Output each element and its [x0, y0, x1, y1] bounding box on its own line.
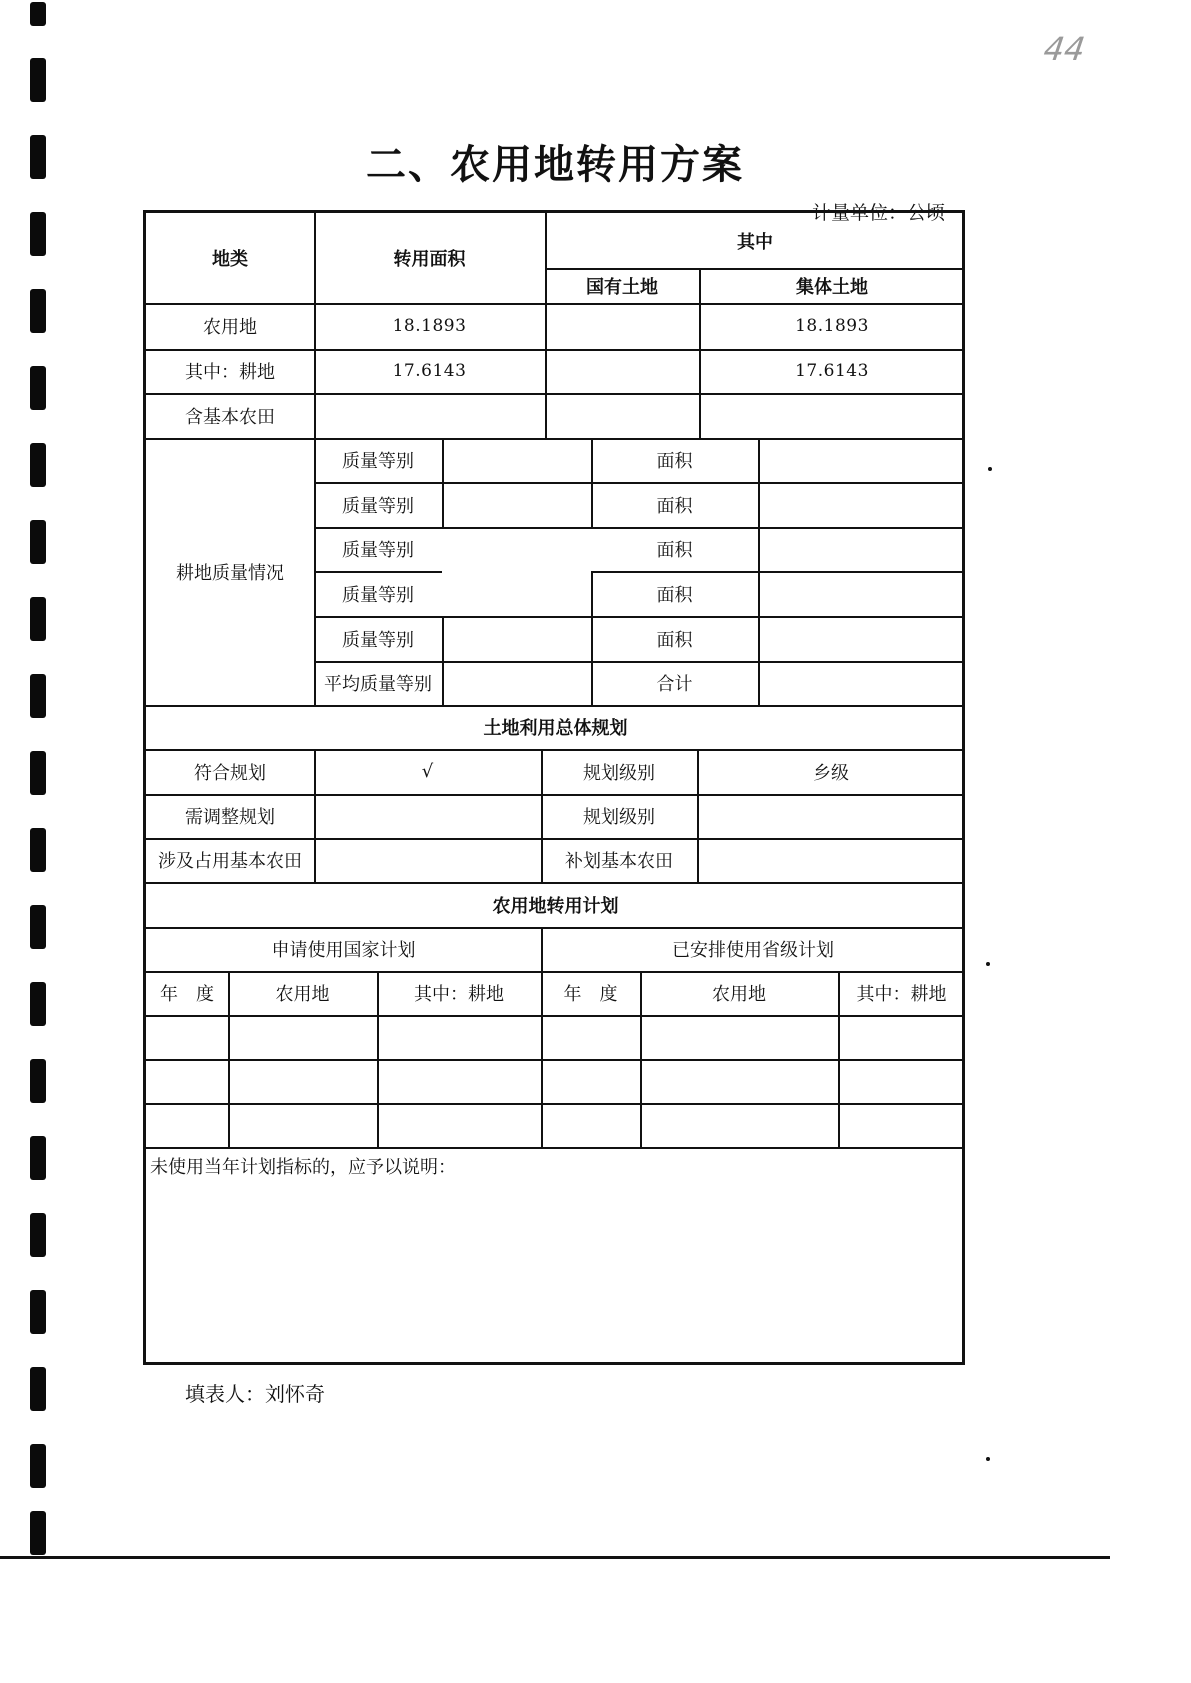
quality-area-label: 面积	[656, 540, 693, 561]
quality-grade-label: 质量等别	[342, 540, 414, 561]
planning-row-label: 符合规划	[194, 762, 266, 784]
quality-area-label: 面积	[656, 584, 693, 606]
row-label-basic-farmland: 含基本农田	[185, 406, 275, 428]
unit-label: 计量单位：公顷	[812, 202, 946, 224]
column-header-farmland: 农用地	[712, 984, 766, 1005]
quality-grade-label: 质量等别	[342, 584, 414, 606]
planning-level-label: 规划级别	[583, 807, 655, 828]
planning-row-value	[314, 838, 541, 882]
cultivated-collective-value: 17.6143	[795, 361, 869, 381]
planning-row-label: 涉及占用基本农田	[158, 851, 302, 872]
filler-signature: 填表人：刘怀奇	[185, 1382, 325, 1406]
explanation-note: 未使用当年计划指标的，应予以说明：	[150, 1157, 456, 1178]
column-header-cultivated: 其中：耕地	[414, 984, 504, 1005]
conversion-form-table	[143, 210, 965, 1365]
farmland-converted-value: 18.1893	[392, 316, 467, 336]
header-of-which: 其中	[737, 231, 773, 253]
column-header-cultivated: 其中：耕地	[856, 984, 947, 1005]
farmland-state-value	[545, 303, 699, 349]
page-edge-rule	[0, 1556, 1110, 1559]
cultivated-state-value	[545, 349, 699, 393]
planning-level-value	[697, 794, 965, 838]
quality-area-label: 面积	[656, 629, 693, 651]
header-collective: 集体土地	[796, 276, 868, 298]
column-header-year: 年 度	[563, 984, 618, 1005]
column-header-farmland: 农用地	[275, 984, 330, 1005]
planning-check-mark: √	[421, 761, 434, 782]
column-header-year: 年 度	[160, 984, 214, 1005]
provincial-plan-header: 已安排使用省级计划	[672, 940, 834, 961]
average-grade-label: 平均质量等别	[324, 674, 432, 695]
planning-level-label: 补划基本农田	[565, 851, 673, 872]
quality-grade-label: 质量等别	[342, 451, 414, 472]
planning-level-value	[697, 838, 965, 882]
header-converted-area: 转用面积	[393, 249, 466, 270]
row-label-cultivated: 其中：耕地	[185, 362, 275, 383]
quality-total-label: 合计	[656, 674, 693, 695]
quality-area-label: 面积	[656, 451, 693, 472]
basic-farmland-state-value	[545, 393, 699, 438]
quality-section-label: 耕地质量情况	[176, 562, 284, 584]
basic-farmland-converted-value	[314, 393, 545, 438]
page-title: 二、农用地转用方案	[366, 142, 744, 188]
header-land-type: 地类	[212, 249, 248, 270]
header-state-owned: 国有土地	[586, 276, 658, 298]
basic-farmland-collective-value	[699, 393, 965, 438]
scan-speck	[988, 467, 992, 471]
cultivated-converted-value: 17.6143	[392, 361, 467, 381]
quality-grade-label: 质量等别	[342, 495, 414, 517]
planning-level-label: 规划级别	[583, 762, 655, 784]
planning-row-label: 需调整规划	[185, 807, 275, 828]
row-label-farmland: 农用地	[203, 317, 257, 338]
conversion-plan-heading: 农用地转用计划	[492, 895, 619, 917]
planning-row-value	[314, 794, 541, 838]
quality-grade-label: 质量等别	[342, 629, 414, 651]
quality-area-label: 面积	[656, 495, 693, 517]
national-plan-header: 申请使用国家计划	[271, 940, 416, 961]
scan-speck	[986, 1457, 990, 1461]
planning-heading: 土地利用总体规划	[483, 718, 628, 739]
farmland-collective-value: 18.1893	[795, 316, 869, 336]
planning-level-value: 乡级	[813, 762, 849, 784]
page-number: 44	[1041, 30, 1088, 68]
scan-speck	[986, 962, 990, 966]
